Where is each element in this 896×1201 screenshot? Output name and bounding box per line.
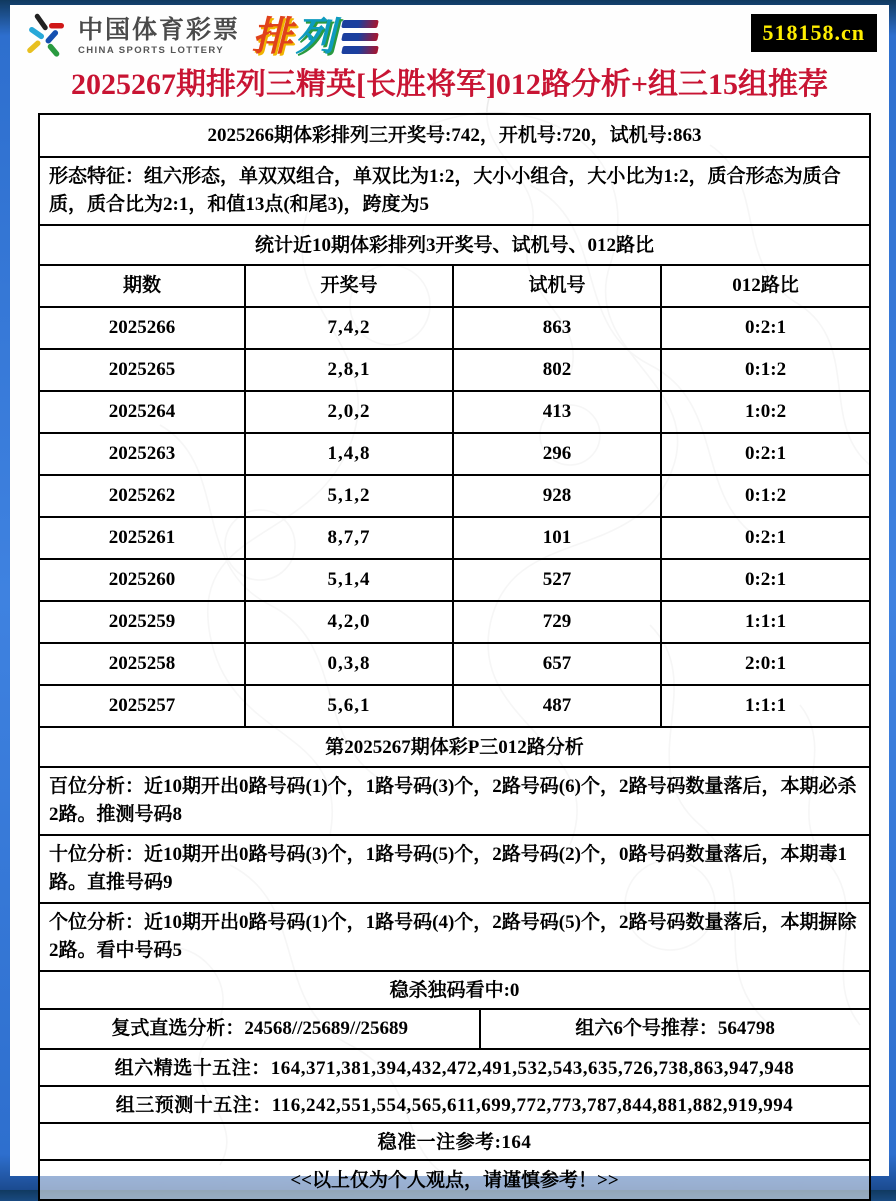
cell-012: 1:0:2 xyxy=(660,392,869,432)
cell-test: 802 xyxy=(452,350,660,390)
logo xyxy=(24,14,378,60)
brand-char-lie: 列 xyxy=(295,15,336,59)
analysis-hundreds: 百位分析：近10期开出0路号码(1)个，1路号码(3)个，2路号码(6)个，2路号码数量落后，本期必杀2路。推测号码8 xyxy=(40,766,869,834)
analysis-title: 第2025267期体彩P三012路分析 xyxy=(40,726,869,766)
last-draw-info: 2025266期体彩排列三开奖号:742，开机号:720，试机号:863 xyxy=(207,125,702,146)
duplex-group6-row xyxy=(40,1008,869,1048)
cell-draw: 0,3,8 xyxy=(244,644,452,684)
col-header-period: 期数 xyxy=(122,275,161,296)
cell-test: 729 xyxy=(452,602,660,642)
cell-012: 0:2:1 xyxy=(660,560,869,600)
col-header-012: 012路比 xyxy=(660,266,869,306)
cell-test: 413 xyxy=(452,392,660,432)
table-row xyxy=(40,474,869,516)
analysis-tens: 十位分析：近10期开出0路号码(3)个，1路号码(5)个，2路号码(2)个，0路号码数量落后，本期毒1路。直推号码9 xyxy=(40,834,869,902)
cell-period: 2025263 xyxy=(108,443,176,464)
cell-period: 2025262 xyxy=(108,485,176,506)
analysis-units: 个位分析：近10期开出0路号码(1)个，1路号码(4)个，2路号码(5)个，2路号码数量落后，本期摒除2路。看中号码5 xyxy=(40,902,869,970)
cell-012: 0:1:2 xyxy=(660,350,869,390)
cell-period: 2025261 xyxy=(108,527,176,548)
cell-draw: 4,2,0 xyxy=(244,602,452,642)
table-row xyxy=(40,642,869,684)
cell-draw: 5,1,4 xyxy=(244,560,452,600)
cell-012: 1:1:1 xyxy=(660,602,869,642)
sports-lottery-icon xyxy=(24,14,72,60)
table-row xyxy=(40,348,869,390)
cell-test: 296 xyxy=(452,434,660,474)
cell-period: 2025265 xyxy=(108,359,176,380)
page xyxy=(10,5,889,1191)
cell-012: 0:2:1 xyxy=(660,518,869,558)
cell-test: 101 xyxy=(452,518,660,558)
cell-period: 2025260 xyxy=(108,569,176,590)
cell-012: 0:1:2 xyxy=(660,476,869,516)
table-row xyxy=(40,390,869,432)
cell-012: 0:2:1 xyxy=(660,308,869,348)
cell-test: 527 xyxy=(452,560,660,600)
pattern-info: 形态特征：组六形态，单双双组合，单双比为1:2，大小小组合，大小比为1:2，质合形态为质合质，质合比为2:1，和值13点(和尾3)，跨度为5 xyxy=(40,156,869,224)
cell-period: 2025257 xyxy=(108,695,176,716)
header xyxy=(10,5,889,57)
cell-draw: 5,1,2 xyxy=(244,476,452,516)
table-row xyxy=(40,684,869,726)
cell-draw: 2,8,1 xyxy=(244,350,452,390)
disclaimer: <<以上仅为个人观点，请谨慎参考！>> xyxy=(40,1159,869,1199)
cell-test: 657 xyxy=(452,644,660,684)
group6-recommendation: 组六6个号推荐：564798 xyxy=(479,1010,869,1048)
site-url-badge[interactable]: 518158.cn xyxy=(751,14,878,52)
col-header-draw: 开奖号 xyxy=(244,266,452,306)
duplex-direct-analysis: 复式直选分析：24568//25689//25689 xyxy=(111,1018,408,1039)
group3-15-picks: 组三预测十五注：116,242,551,554,565,611,699,772,773,787,844,881,882,919,994 xyxy=(40,1085,869,1122)
brand-pailiesan xyxy=(252,17,378,57)
table-row xyxy=(40,600,869,642)
table-row xyxy=(40,306,869,348)
logo-en-label: CHINA SPORTS LOTTERY xyxy=(78,45,225,57)
cell-test: 928 xyxy=(452,476,660,516)
table-row xyxy=(40,432,869,474)
cell-012: 1:1:1 xyxy=(660,686,869,726)
col-header-test: 试机号 xyxy=(452,266,660,306)
cell-012: 0:2:1 xyxy=(660,434,869,474)
content-stack xyxy=(38,113,871,1201)
cell-draw: 8,7,7 xyxy=(244,518,452,558)
cell-test: 487 xyxy=(452,686,660,726)
cell-012: 2:0:1 xyxy=(660,644,869,684)
stats-table-header xyxy=(40,264,869,306)
stats-table-title: 统计近10期体彩排列3开奖号、试机号、012路比 xyxy=(40,224,869,264)
cell-draw: 5,6,1 xyxy=(244,686,452,726)
logo-cn-label: 中国体育彩票 xyxy=(78,16,241,45)
logo-text xyxy=(78,18,240,56)
cell-test: 863 xyxy=(452,308,660,348)
cell-draw: 2,0,2 xyxy=(244,392,452,432)
brand-char-pai: 排 xyxy=(252,15,293,59)
cell-period: 2025258 xyxy=(108,653,176,674)
stable-kill-code: 稳杀独码看中:0 xyxy=(40,970,869,1008)
brand-char-san-icon xyxy=(342,20,378,54)
cell-period: 2025264 xyxy=(108,401,176,422)
cell-draw: 7,4,2 xyxy=(244,308,452,348)
table-row xyxy=(40,558,869,600)
single-bet-reference: 稳准一注参考:164 xyxy=(40,1122,869,1159)
cell-draw: 1,4,8 xyxy=(244,434,452,474)
page-title: 2025267期排列三精英[长胜将军]012路分析+组三15组推荐 xyxy=(70,68,829,101)
cell-period: 2025266 xyxy=(108,317,176,338)
cell-period: 2025259 xyxy=(108,611,176,632)
group6-15-picks: 组六精选十五注：164,371,381,394,432,472,491,532,543,635,726,738,863,947,948 xyxy=(40,1048,869,1085)
table-row xyxy=(40,516,869,558)
